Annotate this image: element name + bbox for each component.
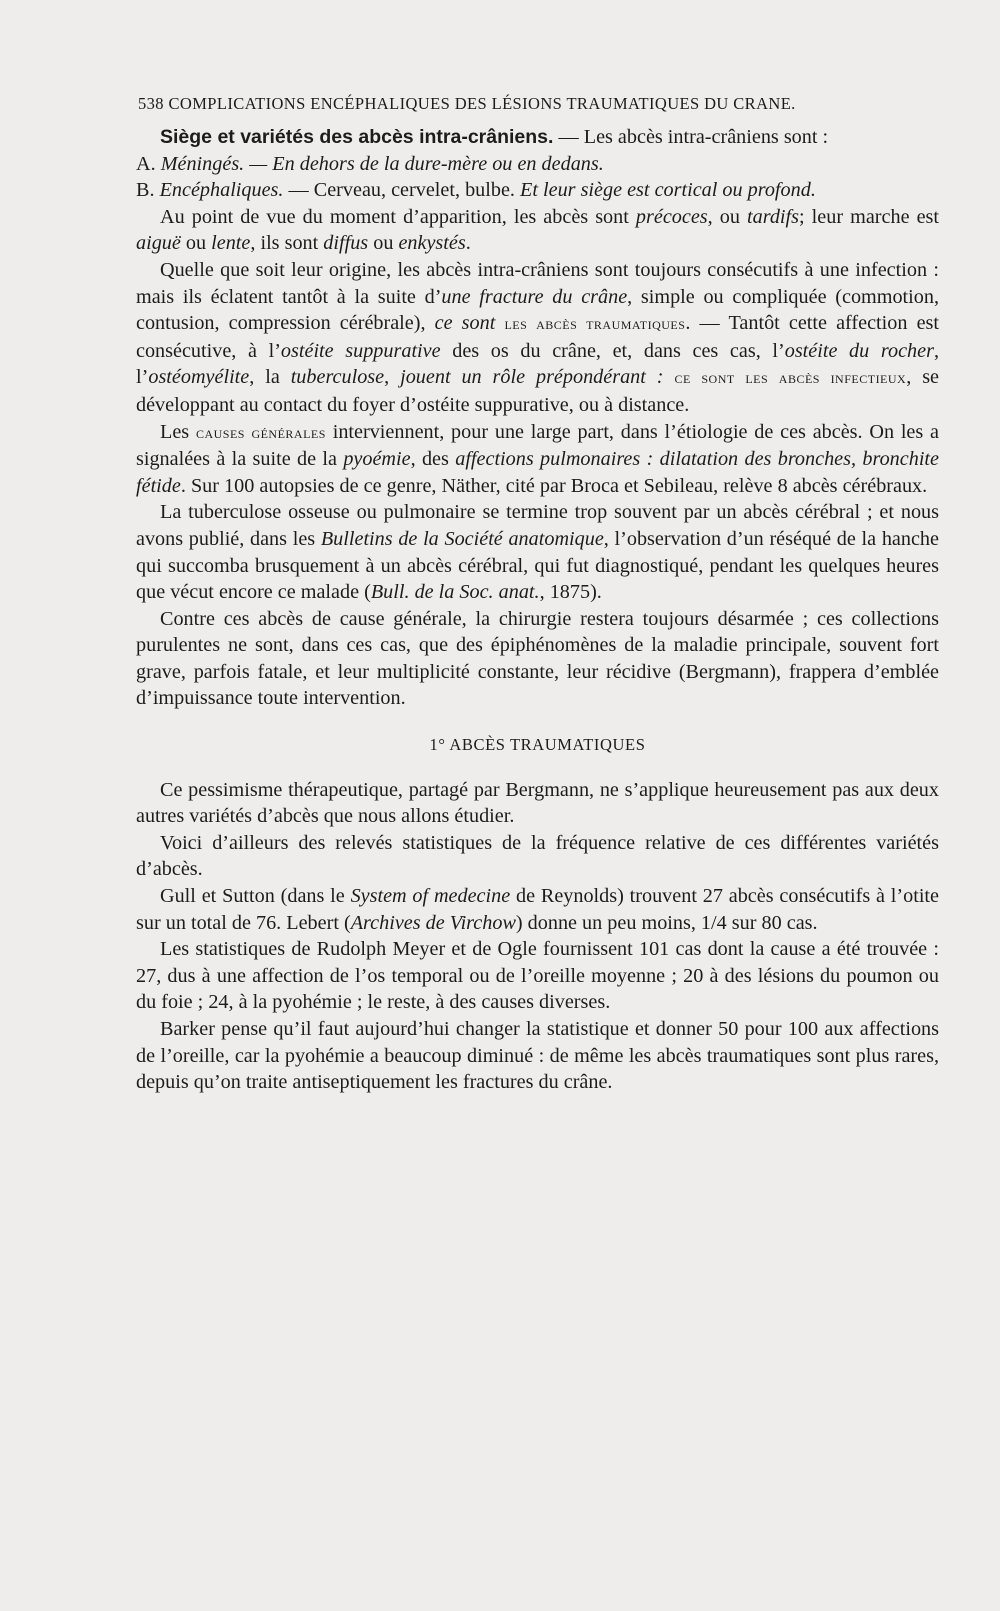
paragraph-apparition: Au point de vue du moment d’apparition, les abcès sont précoces, ou tardifs; leur marche est aiguë ou lente, ils sont diffus ou enkystés.: [136, 205, 940, 255]
paragraph-gull-sutton: Gull et Sutton (dans le System of medecine de Reynolds) trouvent 27 abcès consécutifs à l’otite sur un total de 76. Lebert (Archives de Virchow) donne un peu moins, 1/4 sur 80 cas.: [136, 885, 940, 934]
paragraph-causes-generales: Les causes générales interviennent, pour une large part, dans l’étiologie de ces abcès. On les a signalées à la suite de la pyoémie, des affections pulmonaires : dilatation des bronches, bronchite fétide. Sur 100 autopsies de ce genre, Näther, cité par Broca et Sebileau, relève 8 abcès cérébraux.: [136, 420, 939, 497]
item-b-encephaliques: B. Encéphaliques. — Cerveau, cervelet, bulbe. Et leur siège est cortical ou profond.: [136, 179, 816, 202]
paragraph-barker: Barker pense qu’il faut aujourd’hui changer la statistique et donner 50 pour 100 aux affections de l’oreille, car la pyohémie a beaucoup diminué : de même les abcès traumatiques sont plus rares, depuis qu’on traite antiseptiquement les fractures du crâne.: [136, 1018, 939, 1094]
paragraph-origine: Quelle que soit leur origine, les abcès intra-crâniens sont toujours consécutifs à une infection : mais ils éclatent tantôt à la suite d’une fracture du crâne, simple ou compliquée (commotion, contusion, compression cérébrale), ce sont les abcès traumatiques. — Tantôt cette affection est consécutive, à l’ostéite suppurative des os du crâne, et, dans ces cas, l’ostéite du rocher, l’ostéomyélite, la tuberculose, jouent un rôle prépondérant : ce sont les abcès infectieux, se développant au contact du foyer d’ostéite suppurative, ou à distance.: [136, 258, 940, 416]
running-header: 538 COMPLICATIONS ENCÉPHALIQUES DES LÉSIONS TRAUMATIQUES DU CRANE.: [138, 94, 796, 113]
paragraph-releves: Voici d’ailleurs des relevés statistiques de la fréquence relative de ces différentes variétés d’abcès.: [136, 831, 939, 881]
body-text: [136, 124, 939, 1096]
paragraph-abces-siege: Siège et variétés des abcès intra-crâniens. — Les abcès intra-crâniens sont :: [160, 126, 829, 148]
paragraph-meyer-ogle: Les statistiques de Rudolph Meyer et de Ogle fournissent 101 cas dont la cause a été trouvée : 27, dus à une affection de l’os temporal ou de l’oreille moyenne ; 20 à des lésions du poumon ou du foie ; 24, à la pyohémie ; le reste, à des causes diverses.: [136, 938, 939, 1014]
section-heading: Siège et variétés des abcès intra-crâniens.: [160, 126, 554, 148]
paragraph-chirurgie: Contre ces abcès de cause générale, la chirurgie restera toujours désarmée ; ces collections purulentes ne sont, dans ces cas, que des épiphénomènes de la maladie principale, souvent fort grave, parfois fatale, et leur multiplicité constante, leur récidive (Bergmann), frappera d’emblée d’impuissance toute intervention.: [136, 607, 939, 710]
item-a-meninges: A. Méningés. — En dehors de la dure-mère ou en dedans.: [136, 152, 604, 175]
paragraph-tuberculose: La tuberculose osseuse ou pulmonaire se termine trop souvent par un abcès cérébral ; et nous avons publié, dans les Bulletins de la Société anatomique, l’observation d’un réséqué de la hanche qui succomba brusquement à un abcès cérébral, qui fut diagnostiqué, pendant les quelques heures que vécut encore ce malade (Bull. de la Soc. anat., 1875).: [136, 501, 939, 604]
section-title-abces-traumatiques: 1° ABCÈS TRAUMATIQUES: [429, 735, 646, 755]
paragraph-pessimisme: Ce pessimisme thérapeutique, partagé par Bergmann, ne s’applique heureusement pas aux deux autres variétés d’abcès que nous allons étudier.: [136, 778, 939, 828]
